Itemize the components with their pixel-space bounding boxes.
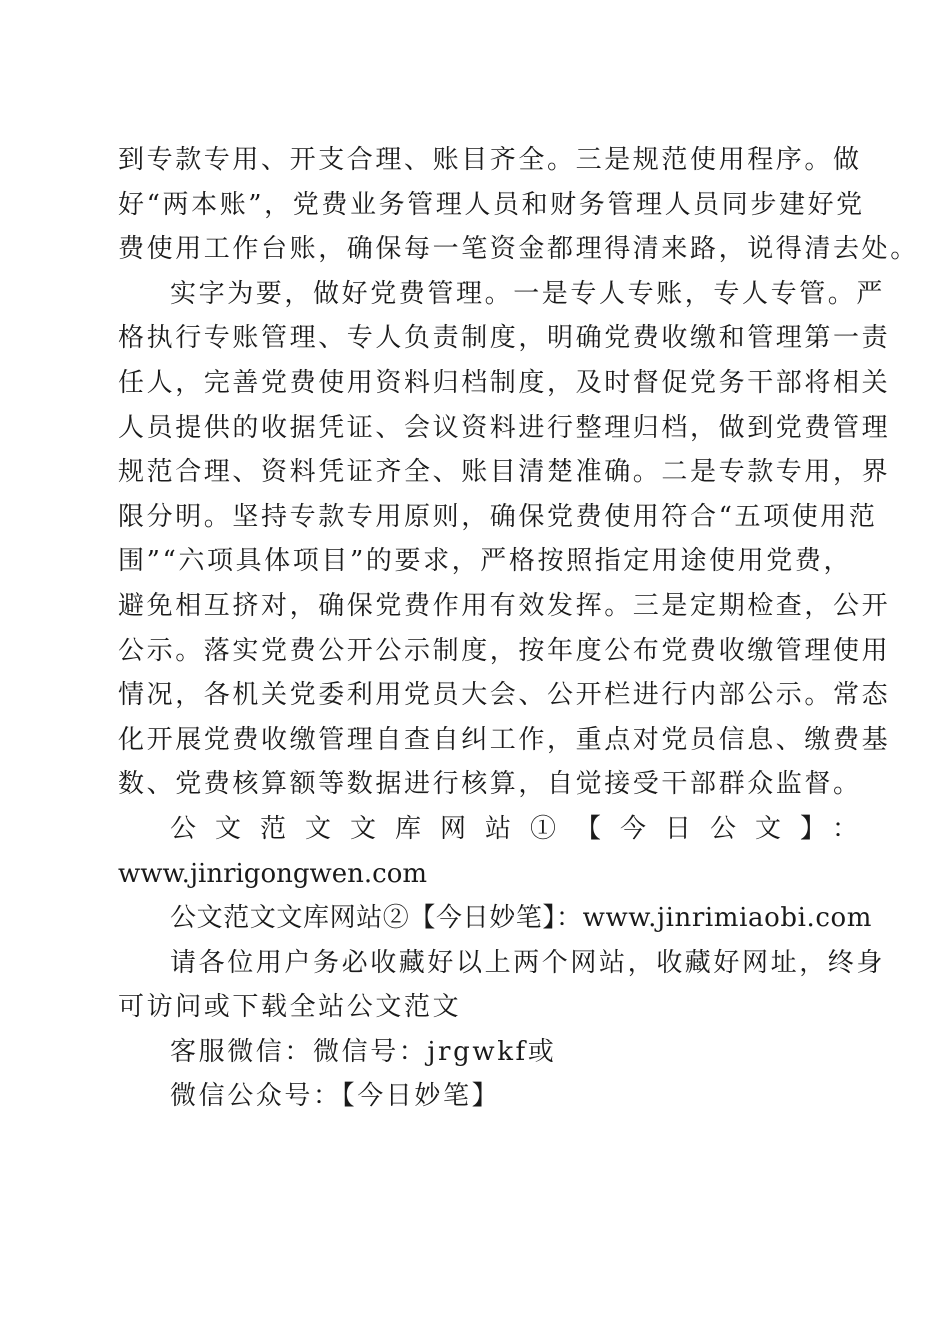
notice-line: 可访问或下载全站公文范文 — [118, 992, 462, 1023]
paragraph-line: 避免相互挤对，确保党费作用有效发挥。三是定期检查，公开 — [118, 590, 891, 621]
site-1-label: 公文范文文库网站①【今日公文】： — [170, 813, 878, 844]
paragraph-line: 好“两本账”，党费业务管理人员和财务管理人员同步建好党 — [118, 189, 865, 220]
paragraph-line: 任人，完善党费使用资料归档制度，及时督促党务干部将相关 — [118, 367, 891, 398]
service-wechat: 客服微信：微信号：jrgwkf或 — [170, 1036, 557, 1067]
paragraph-line: 人员提供的收据凭证、会议资料进行整理归档，做到党费管理 — [118, 412, 891, 443]
paragraph-line: 围”“六项具体项目”的要求，严格按照指定用途使用党费， — [118, 546, 853, 577]
paragraph-line: 数、党费核算额等数据进行核算，自觉接受干部群众监督。 — [118, 769, 862, 800]
site-2-text[interactable]: 公文范文文库网站②【今日妙笔】：www.jinrimiaobi.com — [170, 903, 873, 934]
paragraph-line: 情况，各机关党委利用党员大会、公开栏进行内部公示。常态 — [118, 680, 891, 711]
site-1-block — [118, 807, 878, 896]
paragraph-line: 格执行专账管理、专人负责制度，明确党费收缴和管理第一责 — [118, 323, 891, 354]
notice-line: 请各位用户务必收藏好以上两个网站，收藏好网址，终身 — [170, 947, 886, 978]
document-body — [118, 138, 919, 1119]
paragraph-1 — [118, 138, 919, 272]
paragraph-line: 规范合理、资料凭证齐全、账目清楚准确。二是专款专用，界 — [118, 457, 891, 488]
public-account: 微信公众号：【今日妙笔】 — [170, 1081, 501, 1112]
paragraph-2 — [118, 272, 891, 807]
paragraph-line: 化开展党费收缴管理自查自纠工作，重点对党员信息、缴费基 — [118, 724, 891, 755]
paragraph-line: 限分明。坚持专款专用原则，确保党费使用符合“五项使用范 — [118, 501, 878, 532]
paragraph-line: 实字为要，做好党费管理。一是专人专账，专人专管。严 — [170, 278, 886, 309]
site-1-url[interactable]: www.jinrigongwen.com — [118, 858, 428, 889]
paragraph-line: 到专款专用、开支合理、账目齐全。三是规范使用程序。做 — [118, 145, 862, 175]
paragraph-line: 费使用工作台账，确保每一笔资金都理得清来路，说得清去处。 — [118, 234, 919, 265]
paragraph-line: 公示。落实党费公开公示制度，按年度公布党费收缴管理使用 — [118, 635, 891, 666]
site-2-block — [118, 896, 873, 941]
notice-block — [118, 941, 886, 1030]
service-block — [118, 1030, 830, 1119]
